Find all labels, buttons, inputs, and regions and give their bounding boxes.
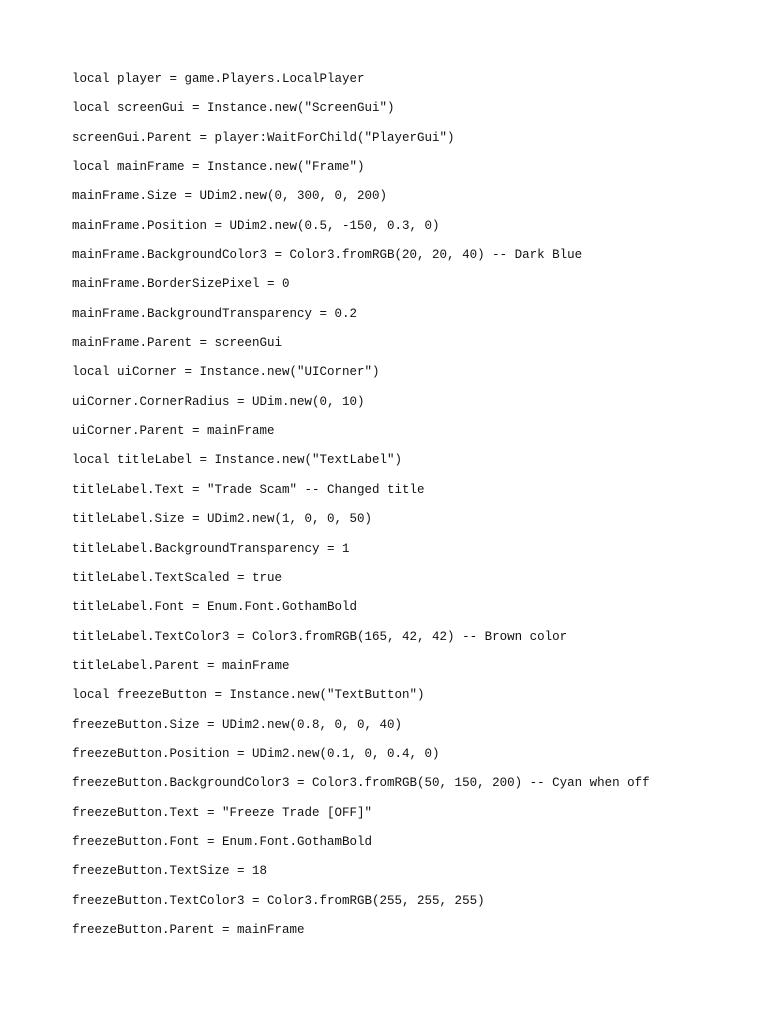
code-line: mainFrame.BackgroundTransparency = 0.2 (72, 306, 358, 321)
code-line: titleLabel.Text = "Trade Scam" -- Changed title (72, 482, 425, 497)
code-line: titleLabel.Font = Enum.Font.GothamBold (72, 600, 358, 615)
code-line: titleLabel.BackgroundTransparency = 1 (72, 541, 350, 556)
code-line: mainFrame.Parent = screenGui (72, 336, 283, 351)
code-line: titleLabel.TextScaled = true (72, 570, 283, 585)
code-line: uiCorner.CornerRadius = UDim.new(0, 10) (72, 394, 365, 409)
code-line: freezeButton.Position = UDim2.new(0.1, 0, 0.4, 0) (72, 746, 440, 761)
code-line: local screenGui = Instance.new("ScreenGui") (72, 101, 395, 116)
code-line: local player = game.Players.LocalPlayer (72, 72, 365, 86)
code-line: freezeButton.Parent = mainFrame (72, 922, 305, 937)
code-line: titleLabel.TextColor3 = Color3.fromRGB(165, 42, 42) -- Brown color (72, 629, 568, 644)
code-line: titleLabel.Parent = mainFrame (72, 658, 290, 673)
code-line: freezeButton.Text = "Freeze Trade [OFF]" (72, 805, 373, 820)
code-line: mainFrame.Position = UDim2.new(0.5, -150, 0.3, 0) (72, 218, 440, 233)
code-line: screenGui.Parent = player:WaitForChild("PlayerGui") (72, 130, 455, 145)
code-line: mainFrame.BorderSizePixel = 0 (72, 277, 290, 292)
code-line: freezeButton.TextSize = 18 (72, 864, 268, 879)
code-line: mainFrame.Size = UDim2.new(0, 300, 0, 200) (72, 189, 388, 204)
code-line: freezeButton.Font = Enum.Font.GothamBold (72, 834, 373, 849)
code-line: freezeButton.BackgroundColor3 = Color3.fromRGB(50, 150, 200) -- Cyan when off (72, 776, 650, 791)
code-line: local freezeButton = Instance.new("TextButton") (72, 688, 425, 703)
code-line: freezeButton.Size = UDim2.new(0.8, 0, 0, 40) (72, 717, 403, 732)
code-listing (72, 69, 752, 949)
code-line: uiCorner.Parent = mainFrame (72, 424, 275, 439)
code-line: freezeButton.TextColor3 = Color3.fromRGB(255, 255, 255) (72, 893, 485, 908)
code-line: titleLabel.Size = UDim2.new(1, 0, 0, 50) (72, 512, 373, 527)
code-line: local uiCorner = Instance.new("UICorner") (72, 365, 380, 380)
code-line: local titleLabel = Instance.new("TextLabel") (72, 453, 403, 468)
code-line: local mainFrame = Instance.new("Frame") (72, 160, 365, 175)
code-line: mainFrame.BackgroundColor3 = Color3.fromRGB(20, 20, 40) -- Dark Blue (72, 248, 583, 263)
